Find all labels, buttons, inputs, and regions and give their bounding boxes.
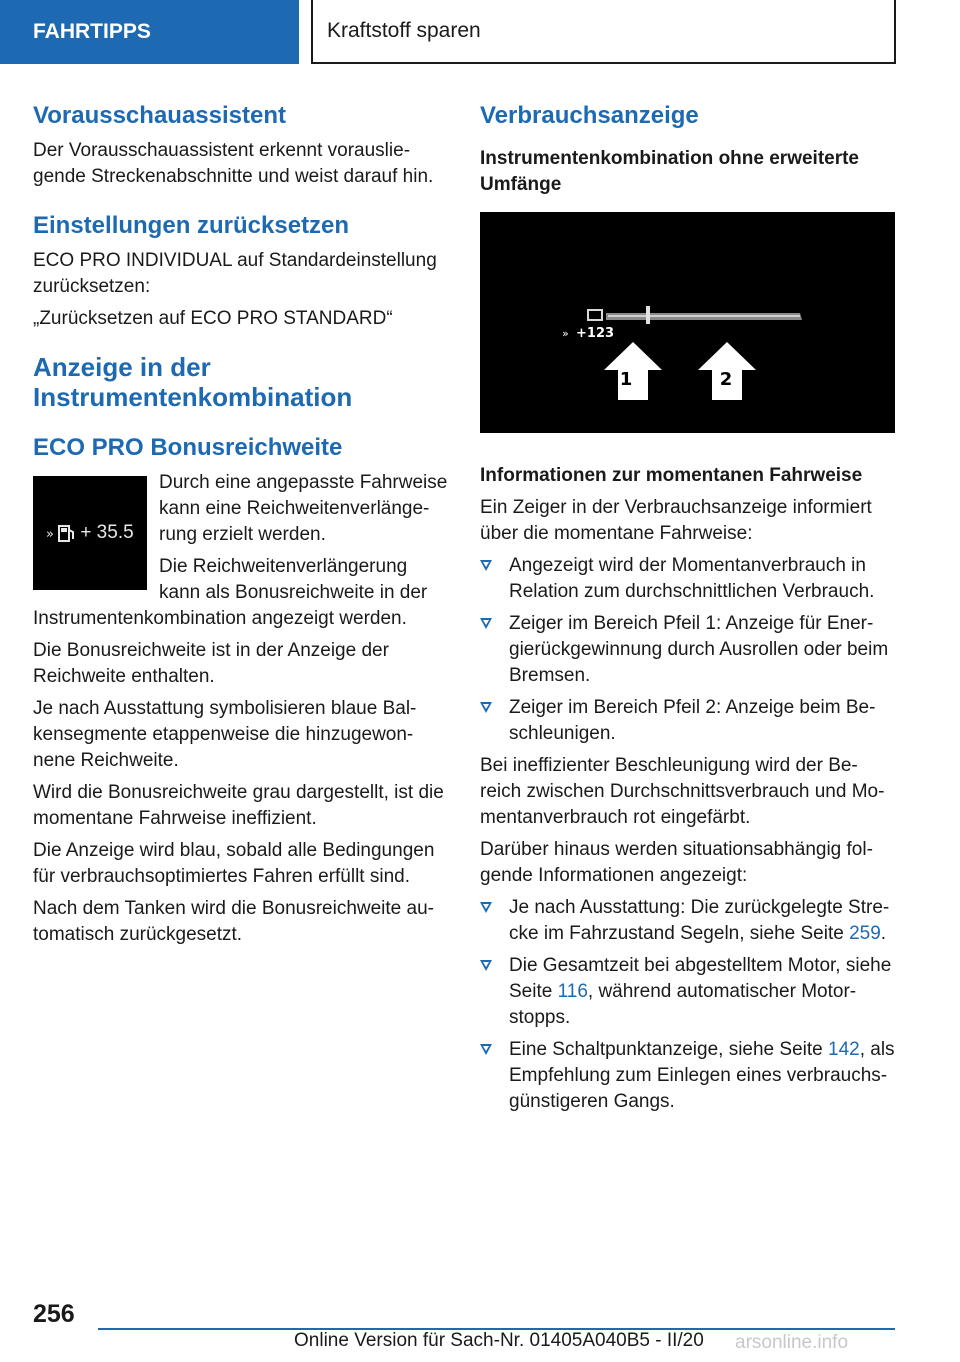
paragraph: Die Bonusreichweite ist in der Anzeige der Reichweite enthalten. [33,640,389,687]
footer-online-version: Online Version für Sach-Nr. 01405A040B5 - II/20 [294,1330,704,1351]
heading-anzeige-instrumentenkombination: Anzeige in der Instrumentenkombination [33,352,353,412]
paragraph: Die Anzeige wird blau, sobald alle Bedingungen für verbrauchsoptimiertes Fahren erfüllt sind. [33,840,435,887]
page-number: 256 [33,1300,75,1328]
paragraph: Darüber hinaus werden situationsabhängig fol-gende Informationen angezeigt: [480,839,873,886]
list-item: Zeiger im Bereich Pfeil 1: Anzeige für Ener-gierückgewinnung durch Ausrollen oder beim Bremsen. [480,611,898,689]
bullet-triangle-icon [480,618,492,629]
bullet-triangle-icon [480,1044,492,1055]
heading-informationen-fahrweise: Informationen zur momentanen Fahrweise [480,465,863,486]
right-column [480,100,898,1121]
bullet-list-pointer [480,553,898,747]
bullet-triangle-icon [480,560,492,571]
bullet-triangle-icon [480,702,492,713]
list-item: Die Gesamtzeit bei abgestelltem Motor, siehe Seite 116, während automatischer Motor-stopps. [480,953,898,1031]
svg-text:»: » [562,327,569,340]
bonus-range-small-value: +123 [576,326,615,341]
paragraph: Ein Zeiger in der Verbrauchsanzeige informiert über die momentane Fahrweise: [480,497,872,544]
page-link-116[interactable]: 116 [557,981,588,1002]
heading-instrumentenkombination-ohne: Instrumentenkombination ohne erweiterte Umfänge [480,148,859,195]
heading-vorausschauassistent: Vorausschauassistent [33,102,286,129]
arrow-1-label: 1 [619,369,633,390]
svg-text:»: » [46,527,55,542]
consumption-display-image [480,212,895,433]
paragraph: Durch eine angepasste Fahrweise kann eine Reichweitenverlänge-rung erzielt werden. [159,472,448,545]
bonus-block [33,470,449,632]
paragraph: Die Reichweitenverlängerung kann als Bonusreichweite in der Instrumentenkombination angezeigt werden. [33,556,428,629]
left-column [33,100,449,954]
list-item: Zeiger im Bereich Pfeil 2: Anzeige beim Be-schleunigen. [480,695,898,747]
paragraph: Der Vorausschauassistent erkennt vorauslie-gende Streckenabschnitte und weist darauf hin. [33,140,434,187]
paragraph: „Zurücksetzen auf ECO PRO STANDARD“ [33,308,393,329]
paragraph: Bei ineffizienter Beschleunigung wird der Be-reich zwischen Durchschnittsverbrauch und Mo-mentanverbrauch rot eingefärbt. [480,755,885,828]
section-label: FAHRTIPPS [33,20,151,43]
list-item: Je nach Ausstattung: Die zurückgelegte Stre-cke im Fahrzustand Segeln, siehe Seite 259. [480,895,898,947]
paragraph: Je nach Ausstattung symbolisieren blaue Bal-kensegmente etappenweise die hinzugewon-nene Reichweite. [33,698,417,771]
bullet-list-info [480,895,898,1115]
bonus-range-value: + 35.5 [80,522,134,543]
bullet-triangle-icon [480,960,492,971]
page-title: Kraftstoff sparen [327,19,481,42]
consumption-display-graphic [480,212,895,433]
fuel-pump-icon [46,523,80,543]
paragraph: Nach dem Tanken wird die Bonusreichweite au-tomatisch zurückgesetzt. [33,898,434,945]
heading-eco-pro-bonusreichweite: ECO PRO Bonusreichweite [33,434,343,461]
list-item: Eine Schaltpunktanzeige, siehe Seite 142, als Empfehlung zum Einlegen eines verbrauchs-günstigeren Gangs. [480,1037,898,1115]
heading-einstellungen-zuruecksetzen: Einstellungen zurücksetzen [33,212,350,239]
heading-verbrauchsanzeige: Verbrauchsanzeige [480,102,699,129]
page-header [311,0,896,64]
paragraph: ECO PRO INDIVIDUAL auf Standardeinstellung zurücksetzen: [33,250,437,297]
page-link-142[interactable]: 142 [828,1039,860,1060]
page-link-259[interactable]: 259 [849,923,881,944]
arrow-2-label: 2 [719,369,733,390]
paragraph: Wird die Bonusreichweite grau dargestellt, ist die momentane Fahrweise ineffizient. [33,782,444,829]
bonus-range-display-image [33,476,147,590]
bullet-triangle-icon [480,902,492,913]
watermark: arsonline.info [735,1332,849,1353]
section-tab [0,0,299,64]
list-item: Angezeigt wird der Momentanverbrauch in Relation zum durchschnittlichen Verbrauch. [480,553,898,605]
